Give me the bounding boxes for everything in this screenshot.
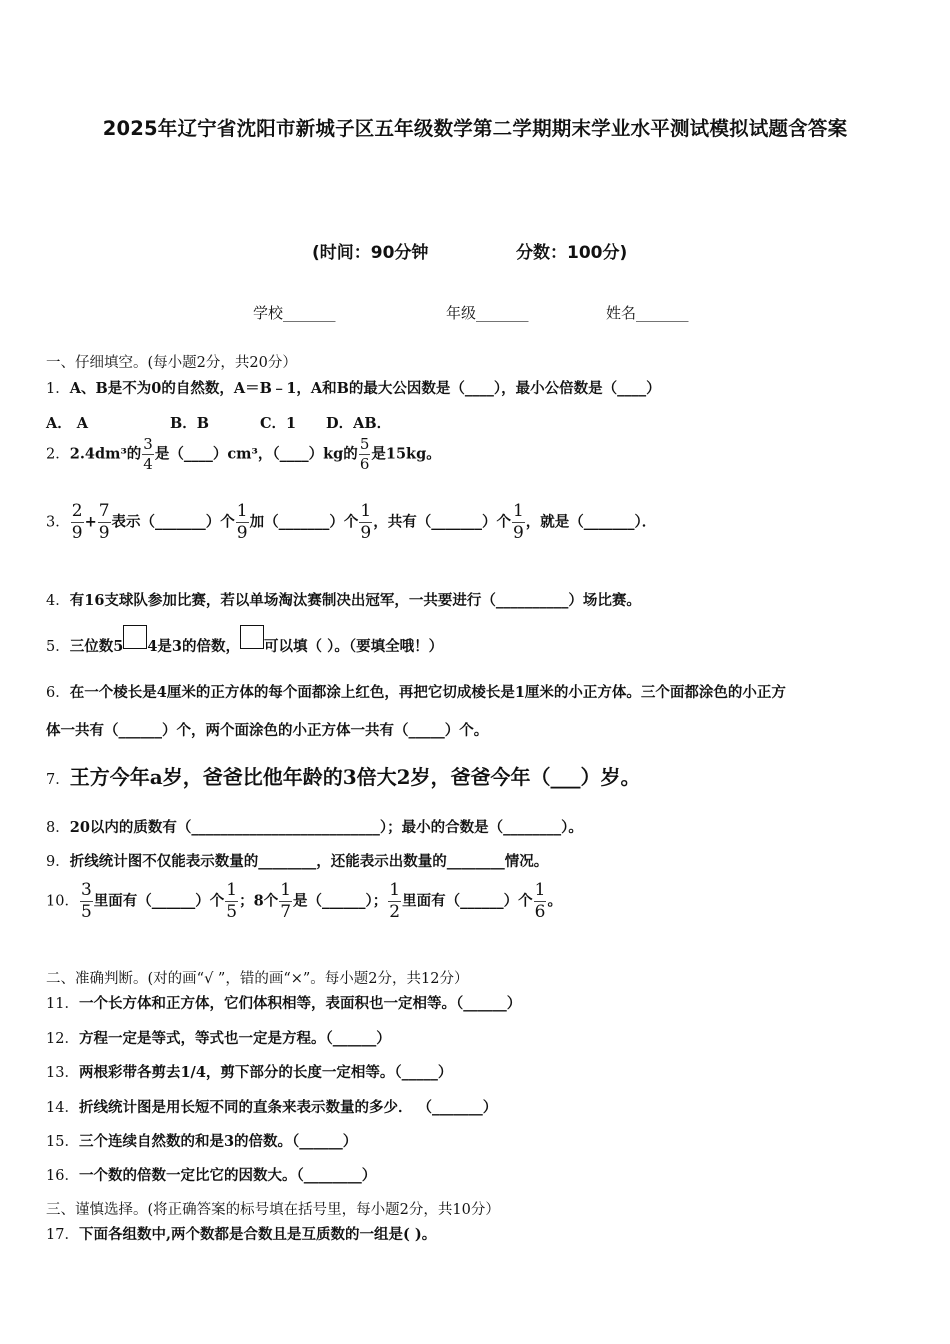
fraction: $\frac{3}{5}$: [80, 880, 92, 922]
name-field: 姓名_______: [606, 304, 689, 322]
section3-heading: 三、谨慎选择。(将正确答案的标号填在括号里，每小题2分，共10分）: [46, 1202, 500, 1218]
blank-box: [240, 625, 264, 649]
question-9: [46, 850, 548, 871]
question-14: 14．折线统计图是用长短不同的直条来表示数量的多少． （_______）: [46, 1099, 498, 1116]
question-text: 可以填（ ）。（要填全哦！）: [264, 638, 444, 655]
question-text: 王方今年a岁，爸爸比他年龄的3倍大2岁，爸爸今年（___）岁。: [69, 765, 641, 789]
fraction: $\frac{1}{9}$: [360, 501, 372, 543]
fraction: $\frac{1}{9}$: [236, 501, 248, 543]
fraction: $\frac{5}{6}$: [359, 435, 370, 473]
grade-field: 年级_______: [446, 304, 529, 322]
question-2: [46, 437, 441, 472]
question-text: ，就是（_______）．: [525, 513, 657, 531]
question-text: A、B是不为0的自然数，A＝B﹣1，A和B的最大公因数是（____），最小公倍数是（____）: [69, 380, 661, 397]
question-number: 10．: [46, 893, 79, 910]
question-text: 4是3的倍数，: [147, 638, 241, 655]
question-number: 1．: [46, 381, 70, 397]
question-number: 7．: [46, 772, 70, 788]
question-number: 8．: [46, 820, 70, 836]
question-4: [46, 589, 641, 610]
question-text: 是（____）cm³，（____）kg的: [154, 445, 358, 463]
question-12: 12．方程一定是等式，等式也一定是方程。（______）: [46, 1030, 391, 1047]
q1-option-b: B．B: [170, 415, 210, 432]
fraction: $\frac{1}{5}$: [226, 880, 238, 922]
question-6-line2: 体一共有（______）个，两个面涂色的小正方体一共有（_____）个。: [46, 722, 489, 739]
q1-option-c: C．1: [260, 415, 297, 432]
question-text: ，共有（_______）个: [373, 513, 511, 531]
fraction: $\frac{7}{9}$: [98, 501, 110, 543]
question-text: 在一个棱长是4厘米的正方体的每个面都涂上红色，再把它切成棱长是1厘米的小正方体。三个面都涂色的小正方: [69, 684, 786, 701]
question-number: 5．: [46, 639, 70, 655]
question-text: 三位数5: [69, 638, 124, 655]
question-17: 17．下面各组数中,两个数都是合数且是互质数的一组是( )。: [46, 1226, 437, 1243]
question-text: 表示（_______）个: [111, 513, 235, 531]
question-number: 6．: [46, 685, 70, 701]
question-text: 折线统计图不仅能表示数量的________，还能表示出数量的________情况。: [69, 853, 549, 870]
question-16: 16．一个数的倍数一定比它的因数大。（________）: [46, 1167, 377, 1184]
plus-sign: +: [84, 513, 97, 531]
question-5: [46, 635, 443, 656]
question-1: [46, 377, 661, 398]
question-text: 里面有（______）个: [402, 892, 533, 910]
question-3: [46, 503, 656, 542]
question-8: [46, 816, 583, 837]
question-6-line1: [46, 681, 786, 702]
question-text: 里面有（______）个: [93, 892, 225, 910]
question-11: 11．一个长方体和正方体，它们体积相等，表面积也一定相等。（______）: [46, 995, 522, 1012]
question-13: 13．两根彩带各剪去1/4，剪下部分的长度一定相等。（_____）: [46, 1064, 453, 1081]
fraction: $\frac{1}{6}$: [534, 880, 546, 922]
fraction: $\frac{1}{2}$: [389, 880, 401, 922]
question-text: 有16支球队参加比赛，若以单场淘汰赛制决出冠军，一共要进行（__________）场比赛。: [69, 592, 641, 609]
question-7: [46, 761, 641, 790]
q1-option-a: A． A: [46, 415, 89, 432]
fraction: $\frac{1}{9}$: [512, 501, 524, 543]
school-field: 学校_______: [253, 304, 336, 322]
question-text: ；8个: [239, 892, 279, 910]
question-text: 是（______）；: [293, 892, 388, 910]
fraction: $\frac{2}{9}$: [71, 501, 83, 543]
question-text: 20以内的质数有（__________________________）；最小的合数是（________）。: [69, 819, 583, 836]
question-number: 3．: [46, 514, 70, 531]
question-15: 15．三个连续自然数的和是3的倍数。（______）: [46, 1133, 358, 1150]
blank-box: [123, 625, 147, 649]
question-text: 是15kg。: [371, 445, 441, 463]
question-10: [46, 882, 562, 921]
question-text: 加（_______）个: [249, 513, 359, 531]
exam-score: 分数：100分): [516, 243, 628, 263]
exam-time: (时间：90分钟: [312, 243, 429, 263]
question-text: 2.4dm³的: [69, 445, 142, 463]
question-text: 。: [547, 892, 562, 910]
section2-heading: 二、准确判断。(对的画“√ ”，错的画“×”。每小题2分，共12分）: [46, 971, 469, 987]
question-number: 4．: [46, 593, 70, 609]
q1-option-d: D．AB．: [326, 415, 392, 432]
page-title: 2025年辽宁省沈阳市新城子区五年级数学第二学期期末学业水平测试模拟试题含答案: [102, 117, 848, 140]
question-number: 9．: [46, 854, 70, 870]
fraction: $\frac{3}{4}$: [143, 435, 153, 473]
section1-heading: 一、仔细填空。(每小题2分，共20分）: [46, 355, 297, 371]
question-number: 2．: [46, 446, 70, 463]
fraction: $\frac{1}{7}$: [280, 880, 292, 922]
